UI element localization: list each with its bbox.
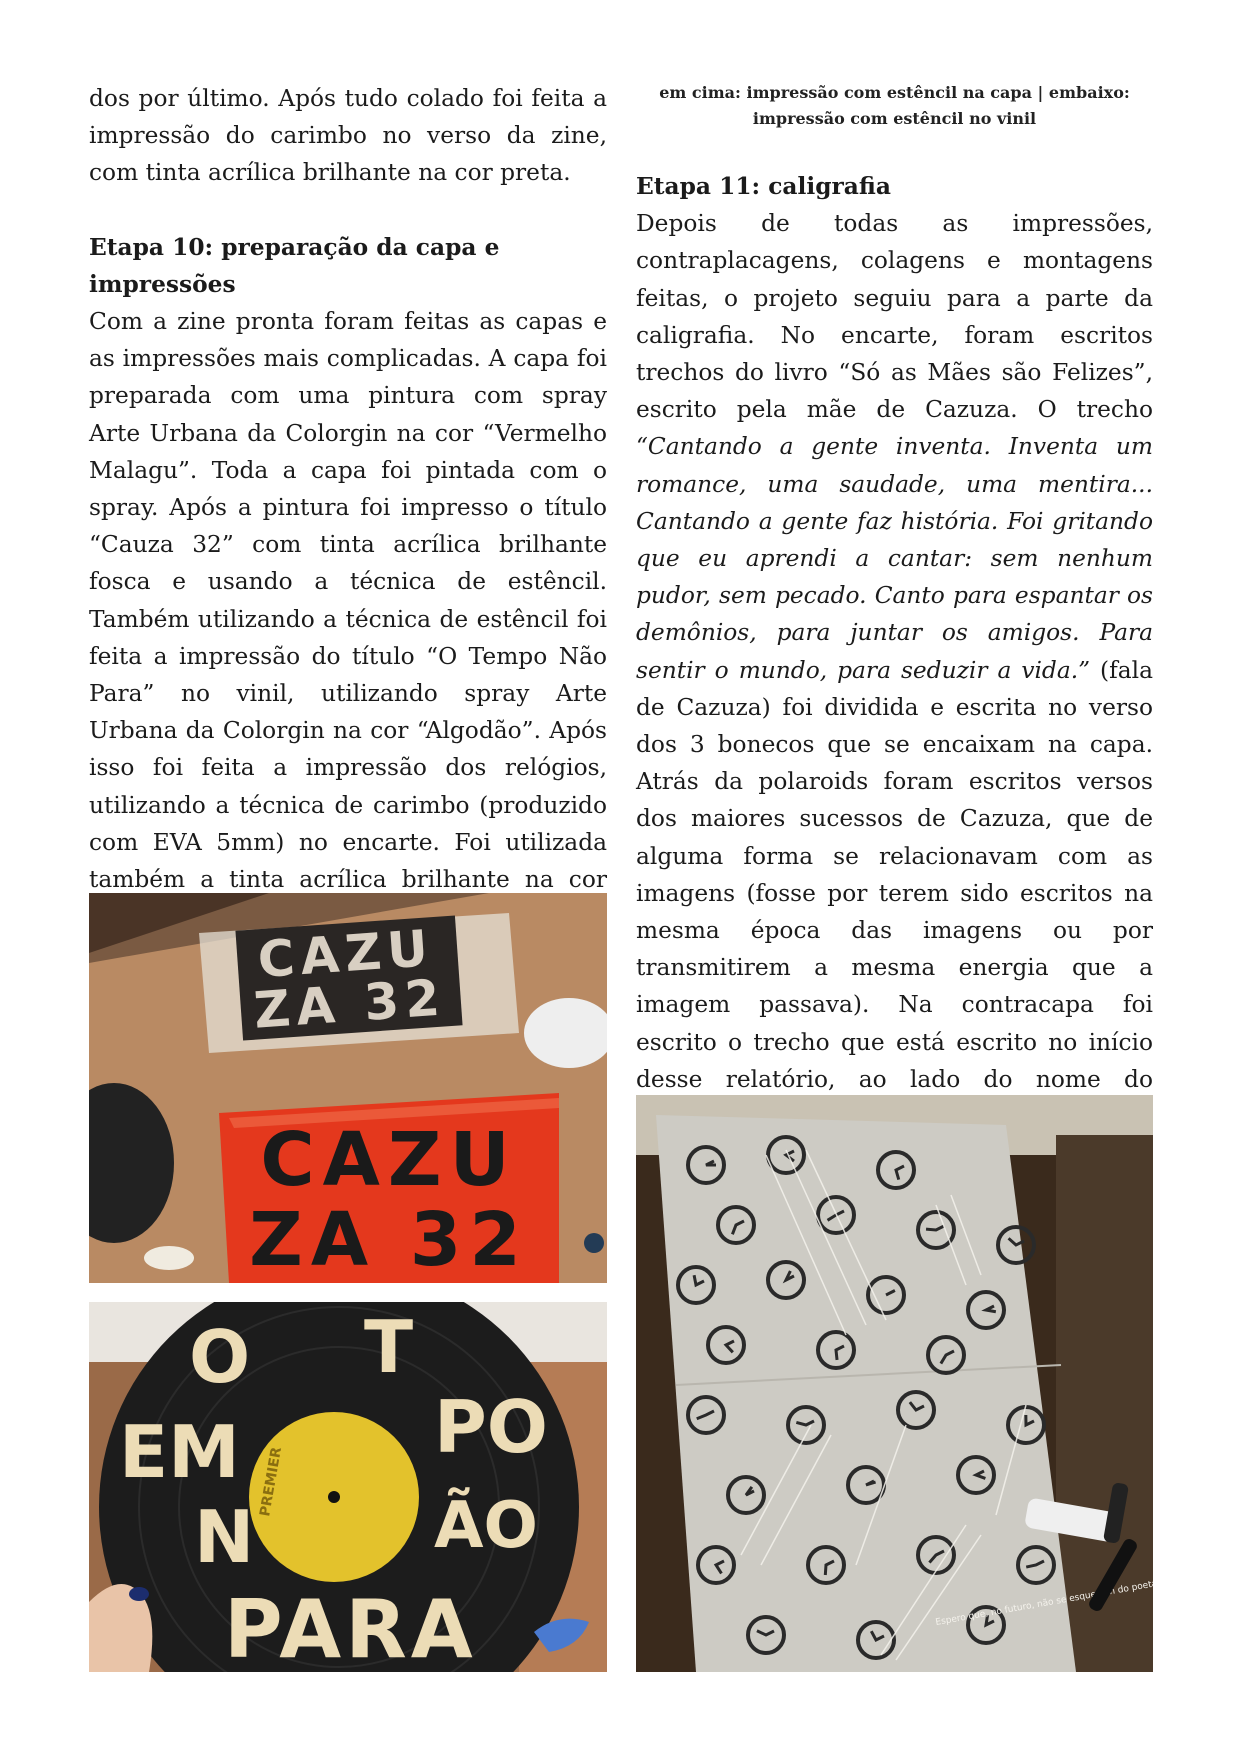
vinyl-letters-po: PO	[434, 1385, 548, 1469]
paragraph-etapa-10: Com a zine pronta foram feitas as capas e as impressões mais complicadas. A capa foi preparada com uma pintura com spray Arte Urbana da Colorgin na cor “Vermelho Malagu”. Toda a capa foi pintada com o spray. Após a pintura foi impresso o título “Cauza 32” com tinta acrílica brilhante fosca e usando a técnica de estêncil. Também utilizando a técnica de estêncil foi feita a impressão do título “O Tempo Não Para” no vinil, utilizando spray Arte Urbana da Colorgin na cor “Algodão”. Após isso foi feita a impressão dos relógios, utilizando a técnica de carimbo (produzido com EVA 5mm) no encarte. Foi utilizada também a tinta acrílica brilhante na cor	[89, 308, 607, 894]
text-intro: Depois de todas as impressões, contraplacagens, colagens e montagens feitas, o projeto seguiu para a parte da caligrafia. No encarte, foram escritos trechos do livro “Só as Mães são Felizes”, escrito pela mãe de Cazuza. O trecho	[636, 210, 1153, 424]
vinyl-label-text: PREMIER	[257, 1445, 286, 1518]
stencil-text-line-2: ZA 32	[252, 968, 448, 1040]
vinyl-letter-t: T	[364, 1305, 414, 1389]
vinyl-letter-o: O	[189, 1315, 251, 1399]
right-column	[636, 80, 1153, 1172]
vinyl-letters-para: PARA	[224, 1583, 477, 1672]
vinyl-letter-n: N	[194, 1495, 255, 1579]
photo-calligraphy	[636, 1095, 1153, 1672]
paragraph-etapa-11	[636, 205, 1153, 1172]
stencil-text-line-1: CAZU	[255, 918, 436, 990]
paragraph-intro: dos por último. Após tudo colado foi feita a impressão do carimbo no verso da zine, com tinta acrílica brilhante na cor preta.	[89, 85, 607, 187]
cover-text-line-1: CAZU	[260, 1117, 518, 1203]
vinyl-letters-ao: ÃO	[434, 1489, 538, 1563]
left-column	[89, 80, 607, 935]
calligraphy-bottom-text: Espero que, no futuro, não se esqueçam do poeta	[934, 1579, 1153, 1628]
text-quote: “Cantando a gente inventa. Inventa um romance, uma saudade, uma mentira... Cantando a gente faz história. Foi gritando que eu aprendi a cantar: sem nenhum pudor, sem pecado. Canto para espantar os demônios, para juntar os amigos. Para sentir o mundo, para seduzir a vida.”	[636, 433, 1153, 684]
photo-stencil-vinyl	[89, 1302, 607, 1672]
photo-stencil-cover	[89, 893, 607, 1283]
section-heading-etapa-11: Etapa 11: caligrafia	[636, 173, 891, 200]
section-heading-etapa-10: Etapa 10: preparação da capa e impressões	[89, 233, 500, 298]
text-rest: (fala de Cazuza) foi dividida e escrita no verso dos 3 bonecos que se encaixam na capa. Atrás da polaroids foram escritos versos dos maiores sucessos de Cazuza, que de alguma forma se relacionavam com as imagens (fosse por terem sido escritos na mesma época das imagens ou por transmitirem a mesma energia que a imagem passava). Na contracapa foi escrito o trecho que está escrito no início desse relatório, ao lado do nome do	[636, 656, 1153, 1093]
vinyl-letters-em: EM	[119, 1410, 240, 1494]
photo-caption: em cima: impressão com estêncil na capa | embaixo: impressão com estêncil no vinil	[659, 83, 1130, 128]
cover-text-line-2: ZA 32	[249, 1197, 529, 1283]
